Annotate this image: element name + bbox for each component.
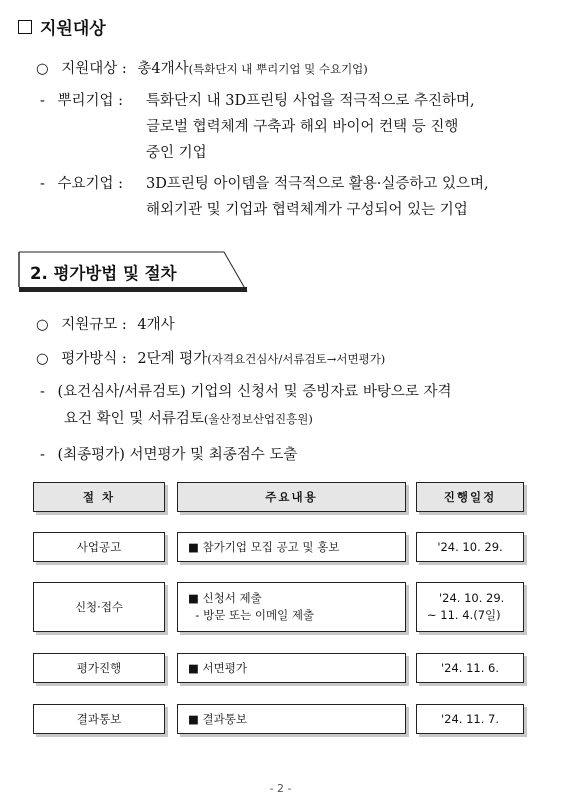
content-line: ■ 서면평가 [188, 660, 247, 675]
eval-method-label: 평가방식 : [61, 351, 127, 367]
ppuri-desc-1: 특화단지 내 3D프린팅 사업을 적극적으로 추진하며, [146, 93, 475, 109]
table-row-schedule [416, 532, 524, 562]
eval-scale-line [36, 313, 175, 334]
eval-method-line [36, 347, 385, 368]
dash-bullet: - [40, 447, 45, 463]
content-line: ■ 신청서 제출 [188, 591, 262, 605]
doc-review-line-1 [40, 380, 452, 401]
page-heading [18, 14, 106, 39]
page-number: - 2 - [269, 782, 292, 795]
table-row-content [177, 532, 406, 562]
schedule-line: '24. 10. 29. [437, 540, 503, 554]
circle-bullet-icon: ○ [36, 317, 49, 333]
ppuri-desc-2: 글로벌 협력체계 구축과 해외 바이어 컨택 등 진행 [146, 119, 459, 135]
table-header-schedule: 진행일정 [416, 482, 524, 512]
table-header-step: 절 차 [33, 482, 165, 512]
table-row-content [177, 653, 406, 683]
table-row-schedule [416, 653, 524, 683]
page-title: 지원대상 [40, 19, 106, 39]
eval-scale-label: 지원규모 : [61, 317, 127, 333]
support-target-note: (특화단지 내 뿌리기업 및 수요기업) [188, 62, 368, 76]
schedule-line: '24. 11. 6. [440, 661, 500, 675]
content-line: ■ 참가기업 모집 공고 및 홍보 [188, 539, 340, 554]
support-target-line [36, 57, 368, 78]
doc-review-note: (울산정보산업진흥원) [203, 412, 313, 426]
eval-method-value: 2단계 평가 [137, 351, 208, 367]
doc-review-line-2 [64, 407, 313, 428]
doc-review-text-1: (요건심사/서류검토) 기업의 신청서 및 증빙자료 바탕으로 자격 [57, 384, 452, 400]
ppuri-desc-3: 중인 기업 [146, 145, 207, 161]
table-row-step: 결과통보 [33, 704, 165, 734]
section-heading [18, 251, 246, 291]
demand-label: 수요기업 : [57, 176, 124, 192]
table-header-content: 주요내용 [177, 482, 406, 512]
demand-desc-2: 해외기관 및 기업과 협력체계가 구성되어 있는 기업 [146, 202, 468, 218]
schedule-line: '24. 11. 7. [440, 712, 500, 726]
dash-bullet: - [40, 93, 45, 109]
ppuri-label: 뿌리기업 : [57, 93, 124, 109]
circle-bullet-icon: ○ [36, 351, 49, 367]
doc-review-text-2: 요건 확인 및 서류검토 [64, 411, 204, 427]
eval-method-note: (자격요건심사/서류검토→서면평가) [207, 352, 386, 366]
schedule-line: ~ 11. 4.(7일) [427, 608, 501, 622]
table-row-schedule [416, 704, 524, 734]
demand-label-line [40, 172, 123, 193]
content-subline: - 방문 또는 이메일 제출 [188, 608, 315, 622]
final-eval-text: (최종평가) 서면평가 및 최종점수 도출 [57, 447, 298, 463]
final-eval-line [40, 443, 297, 464]
table-row-schedule [416, 582, 524, 632]
table-row-content [177, 582, 406, 632]
checkbox-icon [18, 20, 32, 34]
dash-bullet: - [40, 384, 45, 400]
table-row-step: 사업공고 [33, 532, 165, 562]
table-row-step: 평가진행 [33, 653, 165, 683]
section-title: 2. 평가방법 및 절차 [30, 264, 177, 283]
table-row-step: 신청·접수 [33, 582, 165, 632]
ppuri-label-line [40, 89, 123, 110]
support-target-value: 총4개사 [137, 61, 189, 77]
support-target-label: 지원대상 : [61, 61, 127, 77]
demand-desc-1: 3D프린팅 아이템을 적극적으로 활용·실증하고 있으며, [146, 176, 489, 192]
schedule-line: '24. 10. 29. [439, 591, 505, 605]
table-row-content [177, 704, 406, 734]
content-line: ■ 결과통보 [188, 711, 247, 726]
eval-scale-value: 4개사 [137, 317, 175, 333]
circle-bullet-icon: ○ [36, 61, 49, 77]
dash-bullet: - [40, 176, 45, 192]
